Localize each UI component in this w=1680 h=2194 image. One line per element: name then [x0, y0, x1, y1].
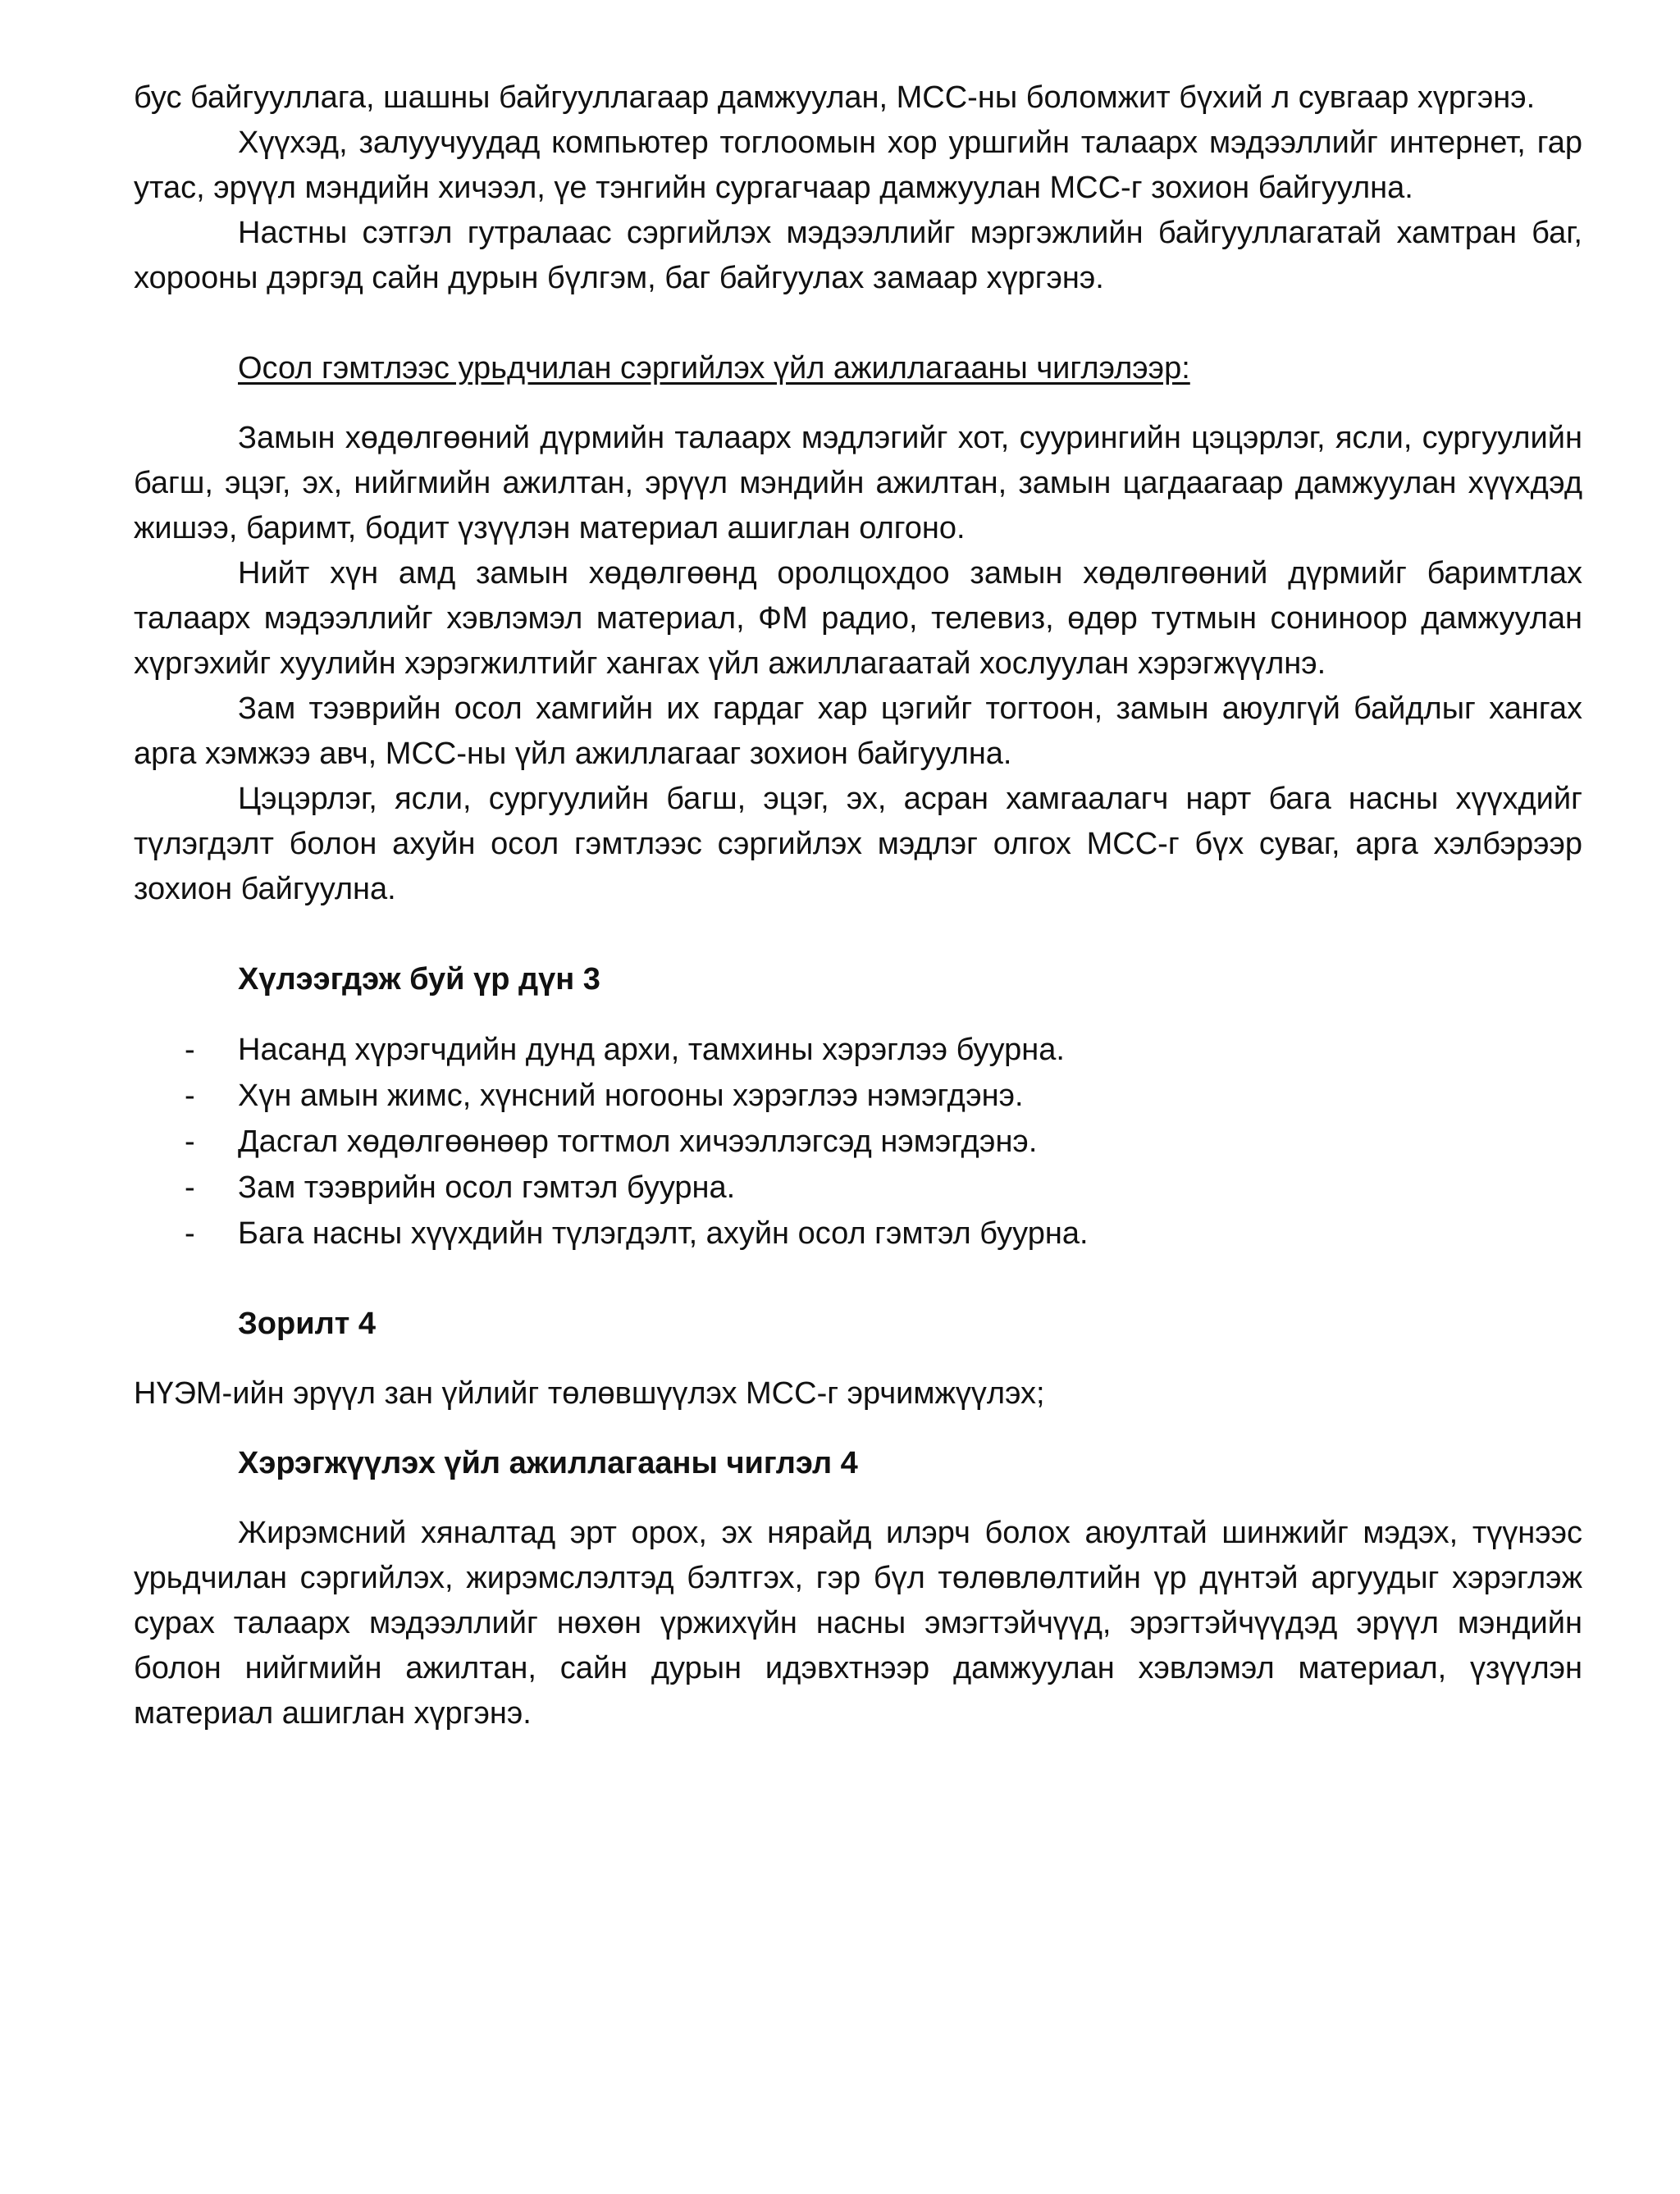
bullet-dash: -: [185, 1079, 195, 1113]
heading-expected-result: Хүлээгдэж буй үр дүн 3: [238, 962, 600, 997]
paragraph-intro-continuation: бус байгууллага, шашны байгууллагаар дамжуулан, МСС-ны боломжит бүхий л сувгаар хүргэнэ.: [134, 80, 1536, 115]
paragraph-black-spots: Зам тээврийн осол хамгийн их гардаг хар цэгийг тогтоон, замын аюулгүй байдлыг хангах арга хэмжээ авч, МСС-ны үйл ажиллагааг зохион байгуулна.: [134, 691, 1582, 771]
paragraph-children-games: Хүүхэд, залуучуудад компьютер тоглоомын хор уршгийн талаарх мэдээллийг интернет, гар утас, эрүүл мэндийн хичээл, үе тэнгийн сургагчаар дамжуулан МСС-г зохион байгуулна.: [134, 125, 1582, 205]
list-item: [134, 1027, 1582, 1073]
bullet-dash: -: [185, 1170, 195, 1205]
list-item: [134, 1211, 1582, 1257]
list-item-text: Бага насны хүүхдийн түлэгдэлт, ахуйн осол гэмтэл буурна.: [238, 1216, 1089, 1251]
heading-goal: Зорилт 4: [238, 1307, 377, 1341]
heading-injury-direction: Осол гэмтлээс урьдчилан сэргийлэх үйл ажиллагааны чиглэлээр:: [238, 351, 1190, 385]
list-item: [134, 1165, 1582, 1211]
paragraph-traffic-rules: Замын хөдөлгөөний дүрмийн талаарх мэдлэгийг хот, суурингийн цэцэрлэг, ясли, сургуулийн багш, эцэг, эх, нийгмийн ажилтан, эрүүл мэндийн ажилтан, замын цагдаагаар дамжуулан хүүхдэд жишээ, баримт, бодит үзүүлэн материал ашиглан олгоно.: [134, 421, 1582, 545]
list-item: [134, 1119, 1582, 1165]
paragraph-public-traffic: Нийт хүн амд замын хөдөлгөөнд оролцохдоо замын хөдөлгөөний дүрмийг баримтлах талаарх мэдээллийг хэвлэмэл материал, ФМ радио, телевиз, өдөр тутмын сониноор дамжуулан хүргэхийг хуулийн хэрэгжилтийг хангах үйл ажиллагаатай хослуулан хэрэгжүүлнэ.: [134, 556, 1582, 681]
list-item-text: Хүн амын жимс, хүнсний ногооны хэрэглээ нэмэгдэнэ.: [238, 1079, 1024, 1113]
paragraph-pregnancy: Жирэмсний хяналтад эрт орох, эх нярайд илэрч болох аюултай шинжийг мэдэх, түүнээс урьдчилан сэргийлэх, жирэмслэлтэд бэлтгэх, гэр бүл төлөвлөлтийн үр дүнтэй аргуудыг хэрэглэж сурах талаарх мэдээллийг нөхөн үржихүйн насны эмэгтэйчүүд, эрэгтэйчүүдэд эрүүл мэндийн болон нийгмийн ажилтан, сайн дурын идэвхтнээр дамжуулан хэвлэмэл материал, үзүүлэн материал ашиглан хүргэнэ.: [134, 1516, 1582, 1731]
list-item: [134, 1073, 1582, 1119]
list-item-text: Дасгал хөдөлгөөнөөр тогтмол хичээллэгсэд нэмэгдэнэ.: [238, 1124, 1038, 1159]
bullet-dash: -: [185, 1124, 195, 1159]
expected-results-list: [134, 1027, 1582, 1257]
list-item-text: Зам тээврийн осол гэмтэл буурна.: [238, 1170, 736, 1205]
heading-activity-direction: Хэрэгжүүлэх үйл ажиллагааны чиглэл 4: [238, 1446, 858, 1480]
bullet-dash: -: [185, 1216, 195, 1251]
bullet-dash: -: [185, 1033, 195, 1067]
list-item-text: Насанд хүрэгчдийн дунд архи, тамхины хэрэглээ буурна.: [238, 1033, 1065, 1067]
paragraph-burns-falls: Цэцэрлэг, ясли, сургуулийн багш, эцэг, эх, асран хамгаалагч нарт бага насны хүүхдийг түлэгдэлт болон ахуйн осол гэмтлээс сэргийлэх мэдлэг олгох МСС-г бүх суваг, арга хэлбэрээр зохион байгуулна.: [134, 782, 1582, 906]
paragraph-goal-text: НҮЭМ-ийн эрүүл зан үйлийг төлөвшүүлэх МСС-г эрчимжүүлэх;: [134, 1376, 1045, 1411]
document-page: [134, 75, 1582, 1736]
paragraph-elderly-depression: Настны сэтгэл гутралаас сэргийлэх мэдээллийг мэргэжлийн байгууллагатай хамтран баг, хорооны дэргэд сайн дурын бүлгэм, баг байгуулах замаар хүргэнэ.: [134, 216, 1582, 295]
